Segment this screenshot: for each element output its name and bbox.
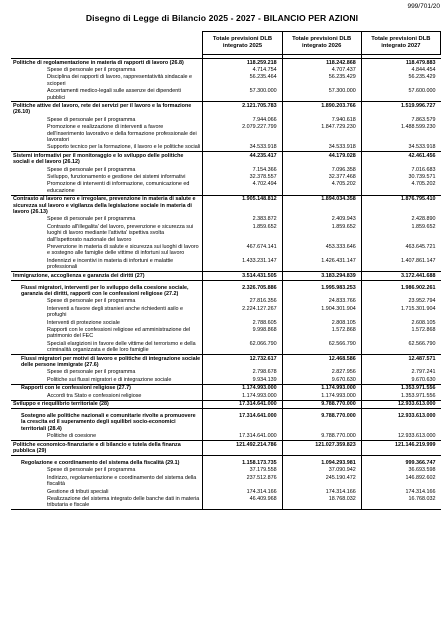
row-value-2027: 1.876.795.410 [361,195,440,216]
row-value-2025: 46.409.968 [203,495,282,509]
row-value-2027: 1.519.996.727 [361,102,440,116]
row-value-2025: 9.934.139 [203,376,282,384]
row-value-2025: 34.533.918 [203,144,282,152]
table-row [11,257,441,271]
row-label: Sviluppo, funzionamento e gestione dei sistemi informativi [47,174,186,180]
row-label: Indirizzo, regolamentazione e coordinamento del sistema della fiscalità [47,474,197,488]
row-value-2027: 1.353.971.556 [361,392,440,400]
row-value-2026: 2.409.943 [282,216,361,223]
row-value-2026: 2.808.105 [282,319,361,326]
row-value-2026: 1.426.431.147 [282,257,361,271]
table-body [11,55,441,510]
row-value-2027: 1.488.599.230 [361,124,440,144]
column-header-2025: Totale previsioni DLB integrato 2025 [203,32,282,55]
row-value-2026: 1.859.652 [282,223,361,243]
row-label: Spese di personale per il programma [47,369,136,376]
row-label: Politiche sui flussi migratori e di integrazione sociale [47,376,172,383]
row-value-2027: 2.797.241 [361,369,440,376]
page-id: 999/701/20 [407,3,440,10]
row-value-2025: 17.314.641.000 [203,409,282,433]
row-label: Accertamenti medico-legali sulle assenze dei dipendenti pubblici [47,88,181,101]
row-value-2025: 237.512.876 [203,474,282,488]
table-row [11,66,441,73]
row-value-2026: 1.995.983.253 [282,280,361,298]
row-label: Speciali elargizioni in favore delle vittime del terrorismo e della criminalità organizzata e delle loro famiglie [47,340,196,354]
table-row [11,474,441,488]
row-value-2027: 7.016.683 [361,166,440,173]
row-value-2027: 1.859.652 [361,223,440,243]
row-label: Immigrazione, accoglienza e garanzia dei diritti (27) [11,272,203,280]
row-value-2026: 24.833.766 [282,298,361,305]
row-value-2026: 3.183.294.839 [282,272,361,280]
row-value-2025: 9.998.868 [203,327,282,341]
row-value-2025: 2.788.605 [203,319,282,326]
row-label: Spese di personale per il programma [47,298,136,305]
row-value-2025: 2.121.705.783 [203,102,282,116]
row-value-2027: 12.933.613.000 [361,409,440,433]
row-value-2026: 2.827.956 [282,369,361,376]
row-value-2025: 44.235.417 [203,152,282,166]
row-label: Sostegno alle politiche nazionali e comunitarie rivolte a promuovere la crescita ed il superamento degli squilibri socio-economici territoriali (28.4) [11,409,203,433]
row-value-2026: 62.566.790 [282,340,361,354]
table-row [11,244,441,258]
row-value-2027: 1.986.902.261 [361,280,440,298]
row-label: Spese di personale per il programma [47,66,136,73]
table-row [11,455,441,466]
row-value-2025: 1.905.148.812 [203,195,282,216]
table-row [11,74,441,88]
row-value-2025: 12.732.617 [203,355,282,369]
row-value-2025: 174.314.166 [203,488,282,495]
row-label: Rapporti con le confessioni religiose ed amministrazione del patrimonio del FEC [47,327,191,340]
table-row [11,400,441,408]
row-value-2026: 9.788.770.000 [282,409,361,433]
row-value-2027: 12.487.571 [361,355,440,369]
row-label: Flussi migratori per motivi di lavoro e politiche di integrazione sociale delle persone immigrate (27.6) [11,355,203,369]
row-value-2027: 121.146.219.999 [361,441,440,456]
row-value-2025: 3.514.431.505 [203,272,282,280]
row-value-2025: 7.944.066 [203,116,282,123]
row-value-2026: 4.707.437 [282,66,361,73]
row-label: Regolazione e coordinamento del sistema della fiscalità (29.1) [11,455,203,466]
table-header-row [11,32,441,55]
row-value-2025: 37.179.558 [203,467,282,474]
table-row [11,441,441,456]
table-row [11,102,441,116]
row-label: Spese di personale per il programma [47,166,136,173]
row-label: Interventi a favore degli stranieri anche richiedenti asilo e profughi [47,305,184,319]
row-label: Prevenzione in materia di salute e sicurezza sui luoghi di lavoro e sostegno alle famiglie delle vittime di infortuni sul lavoro [47,244,199,257]
row-value-2027: 3.172.441.688 [361,272,440,280]
table-row [11,298,441,305]
row-value-2025: 1.174.993.000 [203,384,282,392]
table-row [11,59,441,67]
table-row [11,152,441,166]
row-value-2025: 4.714.754 [203,66,282,73]
table-row [11,488,441,495]
row-value-2027: 9.670.630 [361,376,440,384]
row-label: Supporto tecnico per la formazione, il lavoro e le politiche sociali [47,144,201,151]
row-label: Spese di personale per il programma [47,467,136,474]
row-label: Accordi tra Stato e confessioni religiose [47,392,142,399]
row-value-2027: 174.314.166 [361,488,440,495]
row-value-2025: 2.383.872 [203,216,282,223]
row-value-2026: 245.190.472 [282,474,361,488]
row-value-2025: 118.259.218 [203,59,282,67]
table-row [11,144,441,152]
table-row [11,88,441,102]
row-value-2026: 4.705.202 [282,181,361,195]
row-value-2027: 36.693.598 [361,467,440,474]
row-value-2025: 4.702.494 [203,181,282,195]
row-value-2026: 56.235.429 [282,74,361,88]
row-label: Spese di personale per il programma [47,216,136,223]
row-value-2025: 62.066.790 [203,340,282,354]
row-value-2027: 56.235.429 [361,74,440,88]
row-value-2026: 9.670.630 [282,376,361,384]
row-value-2025: 121.492.214.786 [203,441,282,456]
table-row [11,433,441,441]
row-value-2025: 7.154.366 [203,166,282,173]
row-value-2027: 30.739.571 [361,174,440,181]
row-value-2027: 1.715.301.904 [361,305,440,319]
table-row [11,340,441,354]
row-value-2027: 2.608.105 [361,319,440,326]
row-value-2027: 463.645.721 [361,244,440,258]
row-value-2025: 27.816.356 [203,298,282,305]
row-value-2026: 174.314.166 [282,488,361,495]
table-row [11,355,441,369]
row-label: Disciplina dei rapporti di lavoro, rappresentatività sindacale e scioperi [47,74,193,87]
row-value-2025: 467.674.141 [203,244,282,258]
row-value-2025: 2.326.705.886 [203,280,282,298]
row-value-2026: 9.788.770.000 [282,433,361,441]
table-row [11,124,441,144]
row-value-2025: 2.798.678 [203,369,282,376]
row-value-2026: 118.242.868 [282,59,361,67]
row-value-2027: 7.863.579 [361,116,440,123]
column-header-2026: Totale previsioni DLB integrato 2026 [282,32,361,55]
row-label: Politiche di regolamentazione in materia di rapporti di lavoro (26.8) [11,59,203,67]
row-value-2026: 1.572.868 [282,327,361,341]
row-value-2027: 118.479.883 [361,59,440,67]
row-label: Realizzazione del sistema integrato delle banche dati in materia tributaria e fiscale [11,495,203,509]
table-row [11,181,441,195]
table-row [11,280,441,298]
row-value-2026: 18.768.032 [282,495,361,509]
row-label: Flussi migratori, interventi per lo sviluppo della coesione sociale, garanzia dei diritti, rapporti con le confessioni religiose (27.2) [11,280,203,298]
row-value-2027: 999.366.747 [361,455,440,466]
row-value-2026: 453.333.646 [282,244,361,258]
row-label: Contrasto al lavoro nero e irregolare, prevenzione in materia di salute e sicurezza sul lavoro e vigilanza della legislazione sociale in materia di lavoro (26.13) [11,195,203,216]
table-row [11,392,441,400]
row-label: Sviluppo e riequilibrio territoriale (28) [11,400,203,408]
budget-table [11,31,441,510]
row-value-2026: 7.940.618 [282,116,361,123]
row-value-2025: 1.433.231.147 [203,257,282,271]
row-label: Politiche economico-finanziarie e di bilancio e tutela della finanza pubblica (29) [11,441,203,456]
table-row [11,272,441,280]
row-value-2026: 1.890.203.766 [282,102,361,116]
row-value-2027: 4.844.454 [361,66,440,73]
table-row [11,223,441,243]
row-value-2025: 56.235.464 [203,74,282,88]
table-row [11,369,441,376]
table-row [11,195,441,216]
table-row [11,216,441,223]
table-row [11,327,441,341]
row-value-2027: 146.892.602 [361,474,440,488]
row-value-2026: 1.174.993.000 [282,384,361,392]
row-value-2026: 34.533.918 [282,144,361,152]
row-label: Spese di personale per il programma [47,116,136,123]
row-value-2027: 2.428.890 [361,216,440,223]
row-value-2026: 1.904.301.904 [282,305,361,319]
row-value-2027: 16.768.032 [361,495,440,509]
row-value-2027: 23.952.794 [361,298,440,305]
row-label: Contrasto all'illegalita' del lavoro, prevenzione e sicurezza sui luoghi di lavoro mediante l'attivita' ispettiva svolta dall'Ispettorato nazionale del lavoro [47,223,194,243]
row-value-2027: 34.533.918 [361,144,440,152]
document-title: Disegno di Legge di Bilancio 2025 - 2027 - BILANCIO PER AZIONI [85,13,359,23]
row-value-2026: 44.179.028 [282,152,361,166]
row-value-2025: 57.300.000 [203,88,282,102]
row-label: Promozione e realizzazione di interventi a favore dell'inserimento lavorativo e della formazione professionale dei lavoratori [47,124,197,143]
table-row [11,384,441,392]
table-row [11,467,441,474]
row-value-2027: 4.705.202 [361,181,440,195]
row-value-2025: 2.079.227.799 [203,124,282,144]
row-value-2026: 1.174.993.000 [282,392,361,400]
row-value-2026: 1.094.293.981 [282,455,361,466]
row-value-2025: 2.224.127.267 [203,305,282,319]
row-value-2026: 9.788.770.000 [282,400,361,408]
row-value-2027: 62.566.790 [361,340,440,354]
row-value-2025: 1.174.993.000 [203,392,282,400]
table-row [11,319,441,326]
row-value-2025: 17.314.641.000 [203,433,282,441]
table-row [11,495,441,509]
table-row [11,174,441,181]
row-value-2025: 1.859.652 [203,223,282,243]
row-value-2027: 1.407.861.147 [361,257,440,271]
row-value-2027: 42.461.456 [361,152,440,166]
row-label: Politiche di coesione [47,433,97,440]
table-row [11,116,441,123]
row-value-2027: 57.600.000 [361,88,440,102]
row-value-2026: 1.847.729.230 [282,124,361,144]
row-value-2027: 1.353.971.556 [361,384,440,392]
row-label: Gestione di tributi speciali [47,488,109,495]
row-label: Rapporti con le confessioni religiose (27.7) [11,384,203,392]
row-value-2027: 12.933.613.000 [361,400,440,408]
table-row [11,409,441,433]
table-row [11,305,441,319]
row-value-2026: 121.027.359.823 [282,441,361,456]
row-label: Politiche attive del lavoro, rete dei servizi per il lavoro e la formazione (26.10) [11,102,203,116]
row-value-2026: 37.090.942 [282,467,361,474]
row-value-2027: 12.933.613.000 [361,433,440,441]
column-header-2027: Totale previsioni DLB integrato 2027 [361,32,440,55]
row-value-2025: 1.158.173.735 [203,455,282,466]
table-row [11,376,441,384]
row-value-2026: 32.377.468 [282,174,361,181]
row-value-2026: 57.300.000 [282,88,361,102]
row-label: Interventi di protezione sociale [47,319,120,326]
row-value-2026: 1.894.034.358 [282,195,361,216]
row-label: Indennizzi e incentivi in materia di infortuni e malattie professionali [47,257,174,271]
row-value-2027: 1.572.868 [361,327,440,341]
row-label: Sistemi informativi per il monitoraggio e lo sviluppo delle politiche sociali e del lavoro (26.12) [11,152,203,166]
row-label: Promozione di interventi di informazione, comunicazione ed educazione [47,181,190,194]
row-value-2025: 32.378.557 [203,174,282,181]
row-value-2026: 7.096.358 [282,166,361,173]
table-row [11,166,441,173]
row-value-2026: 12.468.586 [282,355,361,369]
row-value-2025: 17.314.641.000 [203,400,282,408]
header-blank [11,32,203,55]
